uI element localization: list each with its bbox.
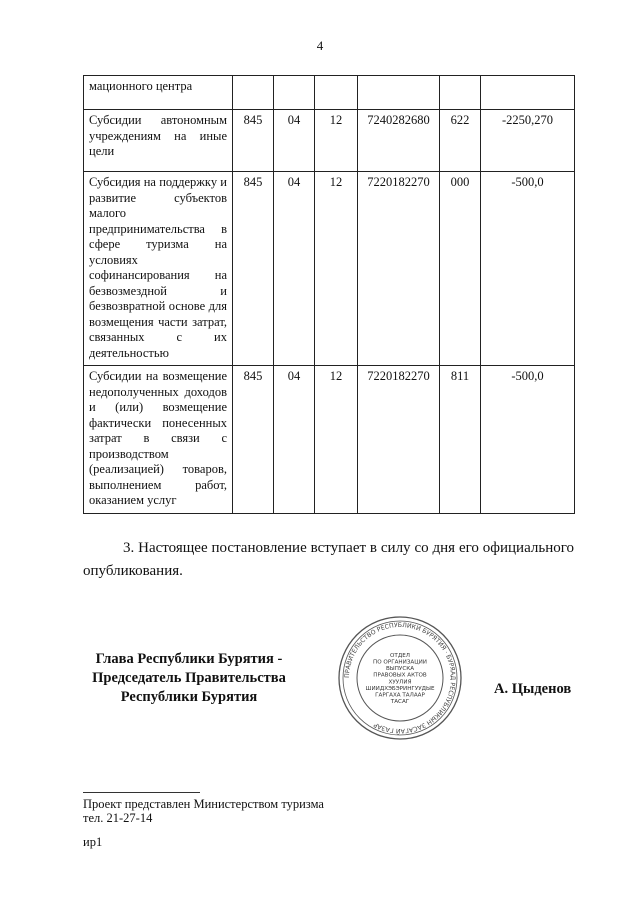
seal-center-line: ПО ОРГАНИЗАЦИИ — [373, 659, 427, 666]
table-cell-value: 7220182270 — [358, 172, 440, 366]
seal-center-line: ПРАВОВЫХ АКТОВ — [373, 672, 427, 679]
table-cell-value — [358, 76, 440, 110]
table-cell-value: -500,0 — [481, 366, 575, 514]
table-cell-value: 622 — [440, 110, 481, 172]
effective-date-clause: 3. Настоящее постановление вступает в силу со дня его официального опубликования. — [83, 540, 574, 579]
table-row — [84, 110, 575, 172]
footnote — [83, 797, 324, 825]
table-row — [84, 366, 575, 514]
seal-center-line: ТАСАГ — [390, 699, 410, 706]
table-cell-value: 845 — [233, 366, 274, 514]
table-cell-value: 811 — [440, 366, 481, 514]
signer-title-line: Глава Республики Бурятия - — [95, 651, 283, 667]
table-cell-value: 04 — [274, 172, 315, 366]
table-cell-description: Субсидии автономным учреждениям на иные цели — [84, 110, 233, 172]
seal-center-line: ВЫПУСКА — [385, 666, 415, 673]
seal-center-line: ШИИДХЭБЭРИНГУУДЫЕ — [365, 685, 435, 692]
footnote-divider — [83, 792, 200, 793]
footnote-line: Проект представлен Министерством туризма — [83, 797, 324, 811]
table-cell-value: 7220182270 — [358, 366, 440, 514]
table-cell-value: -500,0 — [481, 172, 575, 366]
table-cell-value: 000 — [440, 172, 481, 366]
table-cell-value: -2250,270 — [481, 110, 575, 172]
table-cell-value — [440, 76, 481, 110]
table-cell-value: 04 — [274, 110, 315, 172]
signer-title-line: Председатель Правительства — [92, 670, 286, 686]
signer-name: А. Цыденов — [494, 681, 572, 697]
footnote-line: тел. 21-27-14 — [83, 811, 153, 825]
budget-table — [83, 75, 575, 514]
table-cell-description: мационного центра — [84, 76, 233, 110]
table-row — [84, 76, 575, 110]
table-row — [84, 172, 575, 366]
seal-center-line: ГАРГАХА ТАЛААР — [375, 692, 425, 699]
table-cell-value — [481, 76, 575, 110]
table-cell-description: Субсидия на поддержку и развитие субъектов малого предпринимательства в сфере туризма на условиях софинансирования на безвозмездной и безвозвратной основе для возмещения части затрат, связанных с их деятельностью — [84, 172, 233, 366]
page-number: 4 — [316, 38, 324, 53]
document-code: ир1 — [83, 835, 103, 849]
official-seal-stamp — [337, 615, 463, 741]
signer-title-line: Республики Бурятия — [120, 689, 258, 705]
seal-center-line: ХУУЛИЯ — [388, 679, 412, 686]
seal-center-line: ОТДЕЛ — [390, 652, 410, 659]
seal-ring-text: ПРАВИТЕЛЬСТВО РЕСПУБЛИКИ БУРЯТИЯ · БУРЯАД РЕСПУБЛИКЫН ЗАСАГАЙ ГАЗАР — [343, 621, 457, 735]
table-cell-value: 12 — [315, 366, 358, 514]
table-cell-value — [233, 76, 274, 110]
table-cell-value — [315, 76, 358, 110]
table-cell-value: 04 — [274, 366, 315, 514]
table-cell-value: 845 — [233, 110, 274, 172]
table-cell-value: 7240282680 — [358, 110, 440, 172]
signer-title — [75, 650, 303, 707]
table-cell-value — [274, 76, 315, 110]
table-cell-value: 12 — [315, 110, 358, 172]
table-cell-value: 845 — [233, 172, 274, 366]
budget-table-body — [84, 76, 575, 514]
table-cell-value: 12 — [315, 172, 358, 366]
table-cell-description: Субсидии на возмещение недополученных доходов и (или) возмещение фактически понесенных затрат в связи с производством (реализацией) товаров, выполнением работ, оказанием услуг — [84, 366, 233, 514]
